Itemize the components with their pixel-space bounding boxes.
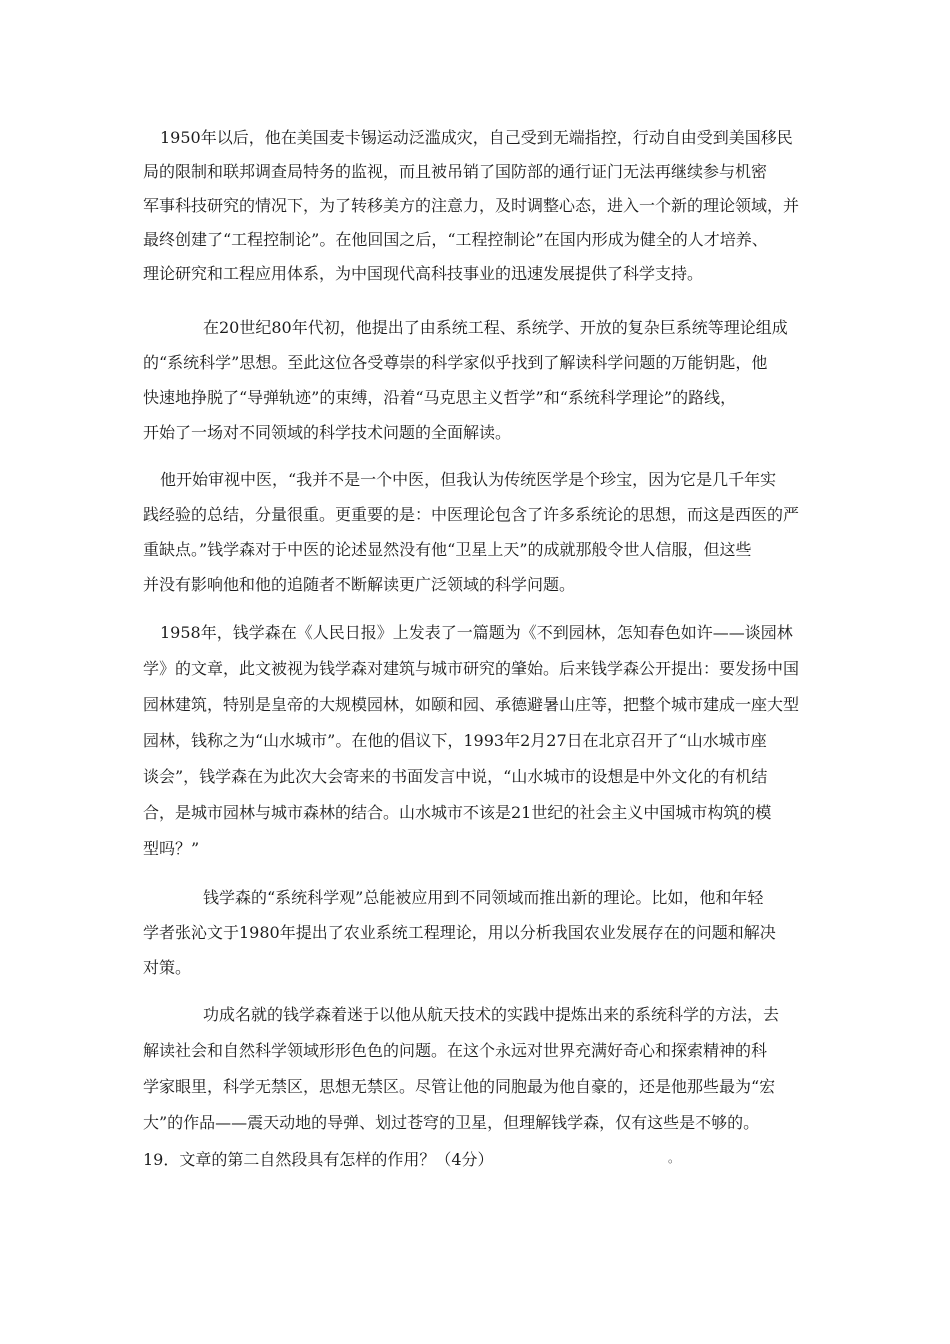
text-line: 快速地挣脱了“导弹轨迹”的束缚，沿着“马克思主义哲学”和“系统科学理论”的路线，: [143, 388, 737, 407]
text-line: 园林建筑，特别是皇帝的大规模园林，如颐和园、承德避暑山庄等，把整个城市建成一座大型: [143, 695, 800, 714]
text-line: 并没有影响他和他的追随者不断解读更广泛领域的科学问题。: [143, 575, 576, 594]
text-line: 军事科技研究的情况下，为了转移美方的注意力，及时调整心态，进入一个新的理论领域，并: [143, 196, 800, 215]
text-line: 合，是城市园林与城市森林的结合。山水城市不该是21世纪的社会主义中国城市构筑的模: [143, 803, 772, 822]
text-line: 最终创建了“工程控制论”。在他回国之后，“工程控制论”在国内形成为健全的人才培养、: [143, 230, 768, 249]
text-line: 1958年，钱学森在《人民日报》上发表了一篇题为《不到园林，怎知春色如许——谈园林: [160, 623, 793, 642]
text-line: 局的限制和联邦调查局特务的监视，而且被吊销了国防部的通行证门无法再继续参与机密: [143, 162, 768, 181]
text-line: 学》的文章，此文被视为钱学森对建筑与城市研究的肇始。后来钱学森公开提出：要发扬中国: [143, 659, 800, 678]
text-line: 对策。: [143, 958, 192, 977]
text-line: 学者张沁文于1980年提出了农业系统工程理论，用以分析我国农业发展存在的问题和解决: [143, 923, 776, 942]
question-19: 19．文章的第二自然段具有怎样的作用？（4分）: [143, 1150, 494, 1169]
text-line: 型吗？”: [143, 839, 200, 858]
text-line: 1950年以后，他在美国麦卡锡运动泛滥成灾，自己受到无端指控，行动自由受到美国移民: [160, 128, 793, 147]
text-line: 他开始审视中医，“我并不是一个中医，但我认为传统医学是个珍宝，因为它是几千年实: [160, 470, 777, 489]
text-line: 在20世纪80年代初，他提出了由系统工程、系统学、开放的复杂巨系统等理论组成: [203, 318, 788, 337]
text-line: 践经验的总结，分量很重。更重要的是：中医理论包含了许多系统论的思想，而这是西医的严: [143, 505, 800, 524]
text-line: 开始了一场对不同领域的科学技术问题的全面解读。: [143, 423, 512, 442]
question-trailing-mark: 。: [668, 1151, 681, 1165]
text-line: 大”的作品——震天动地的导弹、划过苍穹的卫星，但理解钱学森，仅有这些是不够的。: [143, 1113, 760, 1132]
text-line: 解读社会和自然科学领域形形色色的问题。在这个永远对世界充满好奇心和探索精神的科: [143, 1041, 768, 1060]
text-line: 功成名就的钱学森着迷于以他从航天技术的实践中提炼出来的系统科学的方法，去: [203, 1005, 780, 1024]
text-line: 的“系统科学”思想。至此这位各受尊崇的科学家似乎找到了解读科学问题的万能钥匙，他: [143, 353, 768, 372]
text-line: 园林，钱称之为“山水城市”。在他的倡议下，1993年2月27日在北京召开了“山水城市座: [143, 731, 767, 750]
text-line: 重缺点。”钱学森对于中医的论述显然没有他“卫星上天”的成就那般令世人信服，但这些: [143, 540, 752, 559]
text-line: 理论研究和工程应用体系，为中国现代高科技事业的迅速发展提供了科学支持。: [143, 264, 704, 283]
text-line: 谈会”，钱学森在为此次大会寄来的书面发言中说，“山水城市的设想是中外文化的有机结: [143, 767, 768, 786]
text-line: 钱学森的“系统科学观”总能被应用到不同领域而推出新的理论。比如，他和年轻: [203, 888, 764, 907]
text-line: 学家眼里，科学无禁区，思想无禁区。尽管让他的同胞最为他自豪的，还是他那些最为“宏: [143, 1077, 776, 1096]
